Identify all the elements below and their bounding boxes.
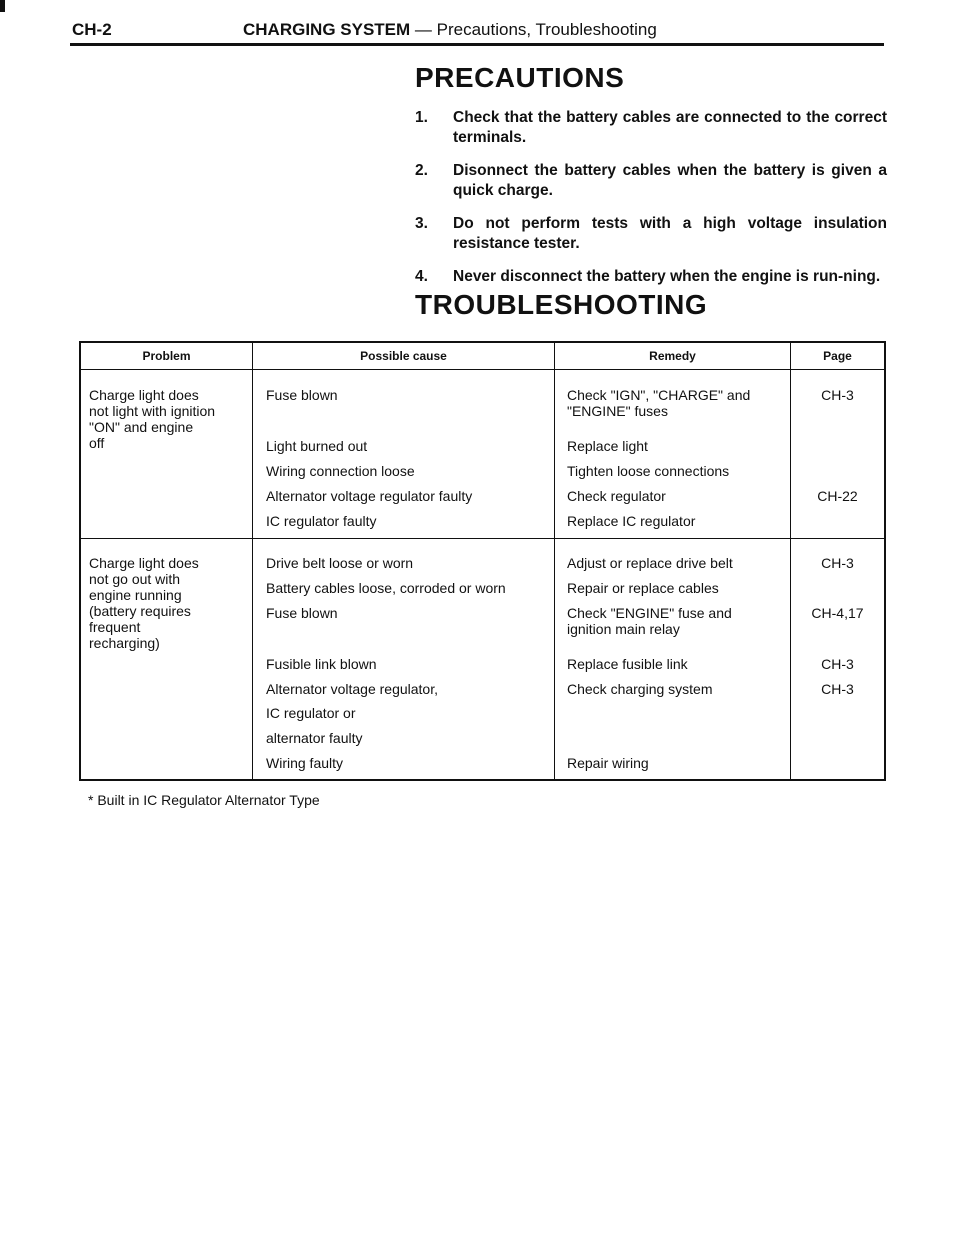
problem-text: off bbox=[89, 435, 105, 451]
cause-text: IC regulator faulty bbox=[266, 513, 377, 529]
troubleshooting-heading: TROUBLESHOOTING bbox=[415, 289, 708, 320]
precaution-number: 4. bbox=[415, 268, 428, 285]
column-divider bbox=[252, 343, 253, 779]
precautions-heading: PRECAUTIONS bbox=[415, 62, 625, 93]
page-ref: CH-4,17 bbox=[811, 605, 864, 621]
precaution-item bbox=[415, 214, 887, 254]
problem-text: Charge light does bbox=[89, 387, 199, 403]
precaution-number: 3. bbox=[415, 215, 428, 232]
cause-text: Fuse blown bbox=[266, 387, 338, 403]
problem-text: engine running bbox=[89, 587, 182, 603]
cause-text: Fusible link blown bbox=[266, 656, 377, 672]
precaution-text: Never disconnect the battery when the engine is run-ning. bbox=[453, 268, 881, 285]
remedy-text: Repair wiring bbox=[567, 755, 649, 771]
precaution-item bbox=[415, 161, 887, 201]
column-divider bbox=[554, 343, 555, 779]
remedy-text: Check "IGN", "CHARGE" and bbox=[567, 387, 751, 403]
precaution-text: Do not perform tests with a high voltage insulation resistance tester. bbox=[453, 215, 887, 252]
precaution-number: 1. bbox=[415, 109, 428, 126]
page-ref: CH-3 bbox=[821, 387, 854, 403]
remedy-text: "ENGINE" fuses bbox=[567, 403, 668, 419]
cause-text: Light burned out bbox=[266, 438, 368, 454]
page-ref: CH-22 bbox=[817, 488, 858, 504]
page-ref: CH-3 bbox=[821, 681, 854, 697]
column-header-cause: Possible cause bbox=[360, 349, 447, 363]
remedy-text: ignition main relay bbox=[567, 621, 680, 637]
header-section: CHARGING SYSTEM bbox=[243, 20, 411, 39]
corner-crop-mark bbox=[0, 0, 5, 12]
cause-text: Alternator voltage regulator, bbox=[266, 681, 438, 697]
precaution-text: Disonnect the battery cables when the battery is given a quick charge. bbox=[453, 162, 887, 199]
remedy-text: Replace IC regulator bbox=[567, 513, 696, 529]
remedy-text: Tighten loose connections bbox=[567, 463, 730, 479]
page-ref: CH-3 bbox=[821, 555, 854, 571]
remedy-text: Replace light bbox=[567, 438, 648, 454]
remedy-text: Check regulator bbox=[567, 488, 666, 504]
problem-text: not light with ignition bbox=[89, 403, 216, 419]
column-header-problem: Problem bbox=[142, 349, 191, 363]
remedy-text: Adjust or replace drive belt bbox=[567, 555, 733, 571]
precaution-text: Check that the battery cables are connected to the correct terminals. bbox=[453, 109, 887, 146]
cause-text: Fuse blown bbox=[266, 605, 338, 621]
page-code: CH-2 bbox=[72, 20, 112, 39]
cause-text: Alternator voltage regulator faulty bbox=[266, 488, 473, 504]
problem-text: Charge light does bbox=[89, 555, 199, 571]
header-subtitle: — Precautions, Troubleshooting bbox=[414, 20, 657, 39]
remedy-text: Check charging system bbox=[567, 681, 713, 697]
cause-text: Wiring faulty bbox=[266, 755, 344, 771]
problem-text: "ON" and engine bbox=[89, 419, 194, 435]
header-rule bbox=[70, 43, 884, 46]
problem-text: frequent bbox=[89, 619, 141, 635]
header-row-divider bbox=[81, 369, 884, 370]
remedy-text: Check "ENGINE" fuse and bbox=[567, 605, 732, 621]
problem-text: recharging) bbox=[89, 635, 160, 651]
cause-text: Wiring connection loose bbox=[266, 463, 415, 479]
problem-text: not go out with bbox=[89, 571, 181, 587]
precautions-list bbox=[415, 108, 887, 300]
cause-text: IC regulator or bbox=[266, 705, 356, 721]
cause-text: alternator faulty bbox=[266, 730, 363, 746]
precaution-number: 2. bbox=[415, 162, 428, 179]
column-header-remedy: Remedy bbox=[649, 349, 696, 363]
precaution-item bbox=[415, 108, 887, 148]
troubleshooting-table bbox=[79, 341, 886, 781]
problem-text: (battery requires bbox=[89, 603, 191, 619]
cause-text: Drive belt loose or worn bbox=[266, 555, 414, 571]
remedy-text: Repair or replace cables bbox=[567, 580, 719, 596]
remedy-text: Replace fusible link bbox=[567, 656, 688, 672]
header-title bbox=[243, 20, 657, 40]
group-divider bbox=[81, 538, 884, 539]
column-header-page: Page bbox=[823, 349, 852, 363]
footnote: * Built in IC Regulator Alternator Type bbox=[88, 792, 320, 808]
cause-text: Battery cables loose, corroded or worn bbox=[266, 580, 506, 596]
page-ref: CH-3 bbox=[821, 656, 854, 672]
precaution-item bbox=[415, 267, 887, 287]
